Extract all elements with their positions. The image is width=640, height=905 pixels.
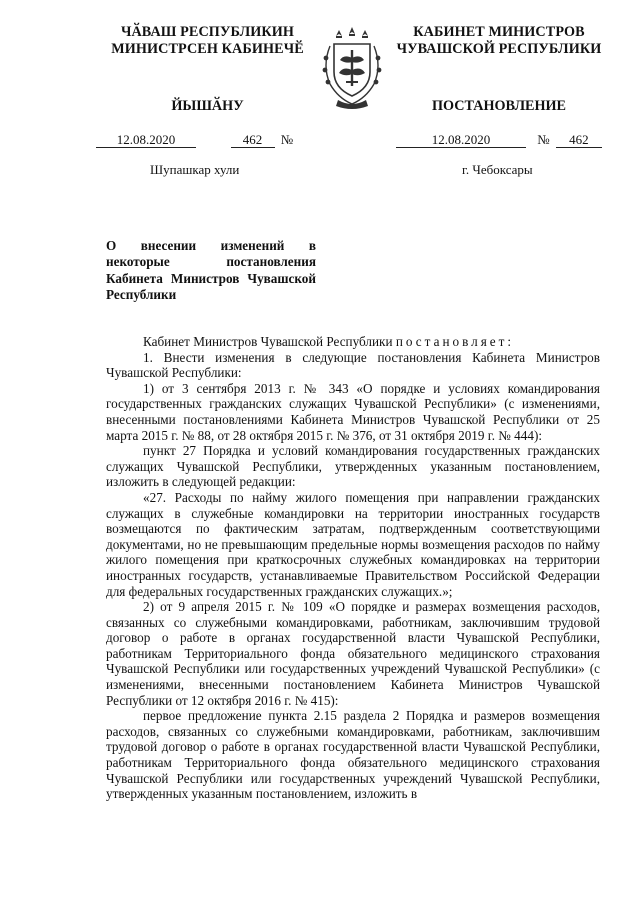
left-org-line2: МИНИСТРСЕН КАБИНЕЧӖ <box>111 41 304 57</box>
body-paragraph: 1) от 3 сентября 2013 г. № 343 «О порядке и условиях командирования государственных гражданских служащих Чувашской Республики» (с изменениями, внесенными постановлениями Кабинета Министров Чувашской Республики от 25 марта 2015 г. № 88, от 28 октября 2015 г. № 376, от 31 октября 2019 г. № 444): <box>106 380 600 443</box>
right-org-line2: ЧУВАШСКОЙ РЕСПУБЛИКИ <box>396 41 602 57</box>
right-date: 12.08.2020 <box>396 132 526 148</box>
intro-lead: Кабинет Министров Чувашской Республики <box>143 334 396 349</box>
right-place: г. Чебоксары <box>462 162 533 177</box>
document-title: О внесении изменений в некоторые постановления Кабинета Министров Чувашской Республики <box>106 238 316 302</box>
body-paragraph: 1. Внести изменения в следующие постановления Кабинета Министров Чувашской Республики: <box>106 349 600 381</box>
body-paragraph: первое предложение пункта 2.15 раздела 2 Порядка и размеров возмещения расходов, связанных со служебными командировками, работникам, заключившим трудовой договор о работе в органах государственной власти Чувашской Республики, работникам Территориального фонда обязательного медицинского страхования Чувашской Республики или государственных учреждений Чувашской Республики, утвержденных указанным постановлением, изложить в <box>106 708 600 802</box>
right-number: 462 <box>556 132 602 148</box>
right-date-number-row <box>396 132 602 148</box>
intro-resolves: постановляет: <box>395 334 515 349</box>
chuvash-coat-of-arms-icon <box>316 22 388 110</box>
right-org-name <box>385 24 613 58</box>
body-paragraph: «27. Расходы по найму жилого помещения при направлении гражданских служащих в служебные командировки на территории иностранных государств возмещаются по фактическим затратам, подтвержденным соответствующими документами, но не превышающим предельные нормы возмещения расходов по найму жилого помещения при краткосрочных служебных командировках на территории иностранных государств, устанавливаемые Правительством Российской Федерации для федеральных государственных гражданских служащих.»; <box>106 489 600 599</box>
left-org-name <box>95 24 320 58</box>
document-body <box>106 334 600 802</box>
left-org-line1: ЧӐВАШ РЕСПУБЛИКИН <box>120 24 295 40</box>
left-doc-type: ЙЫШӐНУ <box>171 98 244 114</box>
right-doc-type: ПОСТАНОВЛЕНИЕ <box>431 98 567 114</box>
left-date-number-row <box>96 132 296 148</box>
left-date: 12.08.2020 <box>96 132 196 148</box>
left-number-sign: № <box>280 132 294 147</box>
body-paragraph: пункт 27 Порядка и условий командирования государственных гражданских служащих Чувашской Республики, утвержденных указанным постановлением, изложить в следующей редакции: <box>106 443 600 490</box>
intro-paragraph <box>106 334 600 350</box>
body-paragraph: 2) от 9 апреля 2015 г. № 109 «О порядке и размерах возмещения расходов, связанных со служебными командировками, работникам, заключившим трудовой договор о работе в органах государственной власти Чувашской Республики, работникам Территориального фонда обязательного медицинского страхования Чувашской Республики или государственных учреждений Чувашской Республики» (с изменениями, внесенными постановлением Кабинета Министров Чувашской Республики от 12 октября 2016 г. № 415): <box>106 599 600 708</box>
left-number: 462 <box>231 132 275 148</box>
left-place: Шупашкар хули <box>150 162 240 177</box>
right-number-sign: № <box>537 132 550 147</box>
crest-top-stars <box>336 27 368 38</box>
right-org-line1: КАБИНЕТ МИНИСТРОВ <box>413 24 585 40</box>
